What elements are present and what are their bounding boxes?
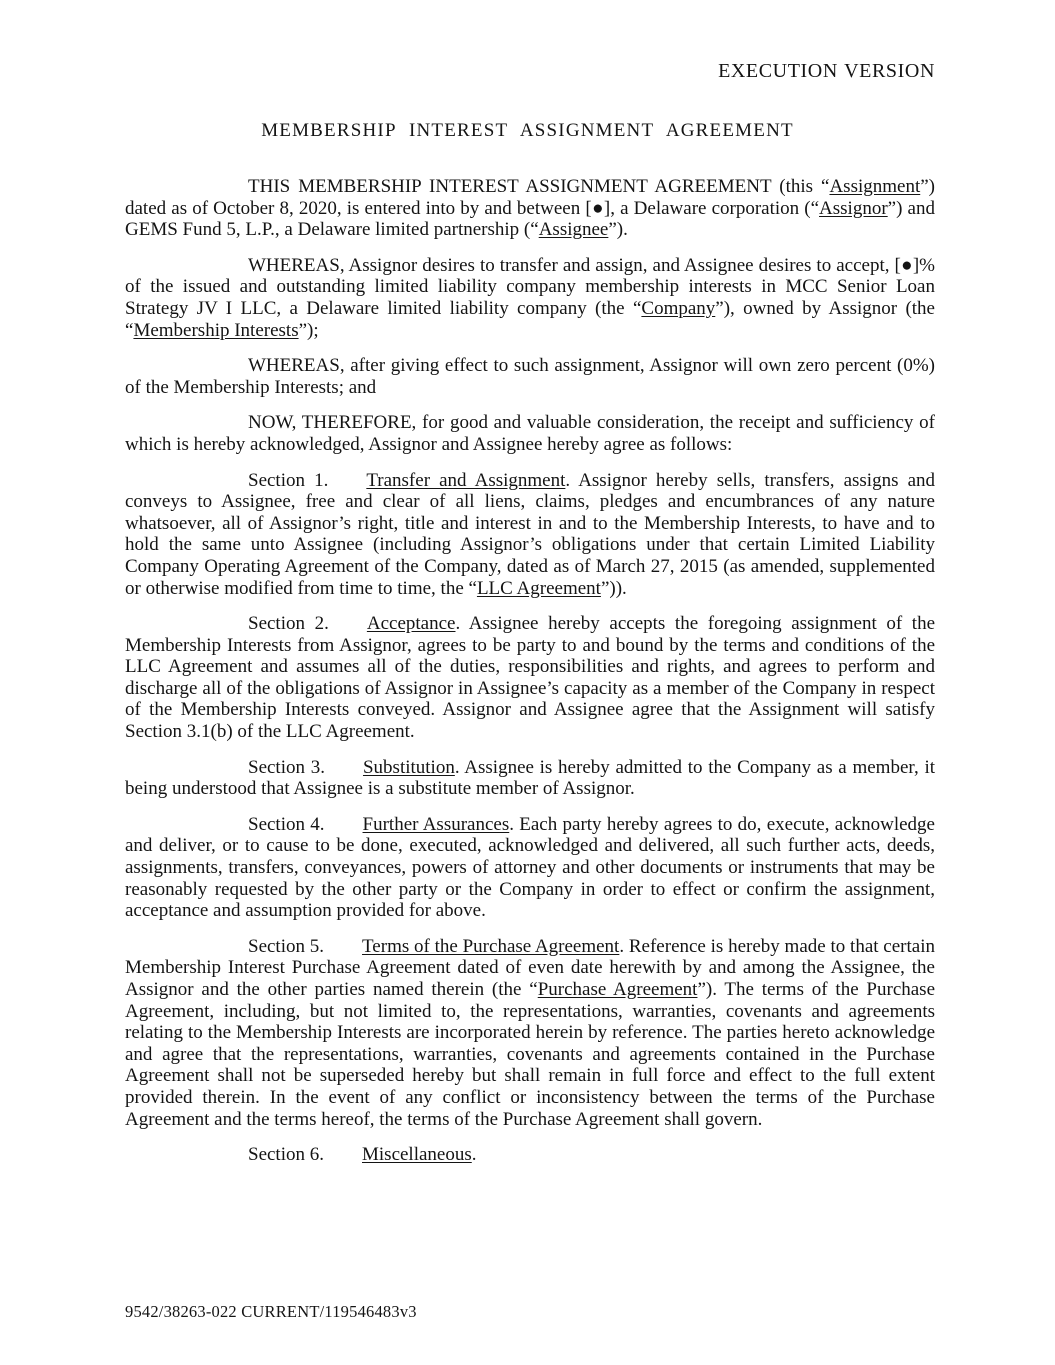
underlined-term: Company bbox=[641, 297, 716, 319]
section-5-terms-of-purchase-agreement bbox=[125, 936, 935, 1130]
text-run: Section 5. bbox=[248, 935, 325, 957]
text-run: THIS MEMBERSHIP INTEREST ASSIGNMENT AGREEMENT (this “ bbox=[248, 176, 830, 197]
underlined-term: LLC Agreement bbox=[476, 577, 601, 599]
text-run: Section 4. bbox=[248, 813, 325, 835]
underlined-term: Terms of the Purchase Agreement bbox=[362, 935, 620, 957]
execution-version-label: EXECUTION VERSION bbox=[718, 60, 935, 82]
section-1-transfer-and-assignment bbox=[125, 470, 935, 600]
text-run: ”). The terms of the Purchase Agreement, including, but not limited to, the representations, warranties, covenants and agreements relating to the Membership Interests are incorporated herein by reference. The parties hereto acknowledge and agree that the representations, warranties, covenants and agreements contained in the Purchase Agreement shall not be superseded hereby but shall remain in full force and effect to the full extent provided therein. In the event of any conflict or inconsistency between the terms of the Purchase Agreement and the terms hereof, the terms of the Purchase Agreement shall govern. bbox=[125, 979, 936, 1130]
underlined-term: Acceptance bbox=[366, 613, 456, 635]
text-run: WHEREAS, after giving effect to such assignment, Assignor will own zero percent (0%) of the Membership Interests; and bbox=[125, 355, 935, 398]
document-title: MEMBERSHIP INTEREST ASSIGNMENT AGREEMENT bbox=[261, 120, 794, 141]
text-run: . Assignee is hereby admitted to the Company as a member, it being understood that Assignee is a substitute member of Assignor. bbox=[125, 756, 936, 800]
underlined-term: Purchase Agreement bbox=[537, 979, 698, 1000]
underlined-term: Assignee bbox=[538, 219, 609, 241]
text-run: WHEREAS, Assignor desires to transfer and assign, and Assignee desires to accept, [●]% of the issued and outstanding limited liability company membership interests in MCC Senior Loan Strategy JV I LLC, a Delaware limited liability company (the “ bbox=[125, 254, 935, 319]
text-run: ”), owned by Assignor (the “ bbox=[125, 297, 935, 341]
section-2-acceptance bbox=[125, 613, 935, 743]
text-run: Section 1. bbox=[248, 469, 329, 491]
text-run: ”) and GEMS Fund 5, L.P., a Delaware limited partnership (“ bbox=[125, 197, 935, 241]
text-run: . bbox=[471, 1144, 477, 1166]
text-run: Section 3. bbox=[248, 756, 325, 778]
text-run: . Reference is hereby made to that certain Membership Interest Purchase Agreement dated of even date herewith by and among the Assignee, the Assignor and the other parties named therein (the “ bbox=[125, 935, 935, 1000]
text-run: Section 6. bbox=[248, 1144, 324, 1166]
text-run: ”) dated as of October 8, 2020, is entered into by and between [●], a Delaware corporation (“ bbox=[125, 176, 935, 219]
underlined-term: Assignor bbox=[819, 197, 888, 219]
now-therefore-paragraph bbox=[125, 412, 935, 455]
text-run: ”)). bbox=[600, 577, 627, 599]
section-4-further-assurances bbox=[125, 814, 935, 922]
text-run: . Assignee hereby accepts the foregoing assignment of the Membership Interests from Assignor, agrees to be party to and bound by the terms and conditions of the LLC Agreement and assumes all of the duties, responsibilities and rights, and agrees to perform and discharge all of the obligations of Assignor in Assignee’s capacity as a member of the Company in respect of the Membership Interests conveyed. Assignor and Assignee agree that the Assignment will satisfy Section 3.1(b) of the LLC Agreement. bbox=[125, 613, 936, 743]
underlined-term: Further Assurances bbox=[362, 813, 510, 835]
text-run: Section 2. bbox=[248, 613, 329, 635]
document-reference-number: 9542/38263-022 CURRENT/119546483v3 bbox=[125, 1302, 417, 1321]
recital-transfer bbox=[125, 255, 935, 341]
text-run: . Assignor hereby sells, transfers, assigns and conveys to Assignee, free and clear of all liens, claims, pledges and encumbrances of any nature whatsoever, all of Assignor’s right, title and interest in and to the Membership Interests, to have and to hold the same unto Assignee (including Assignor’s obligations under that certain Limited Liability Company Operating Agreement of the Company, dated as of March 27, 2015 (as amended, supplemented or otherwise modified from time to time, the “ bbox=[125, 469, 936, 599]
text-run: NOW, THEREFORE, for good and valuable consideration, the receipt and sufficiency of which is hereby acknowledged, Assignor and Assignee hereby agree as follows: bbox=[125, 412, 935, 455]
text-run: . Each party hereby agrees to do, execute, acknowledge and deliver, or to cause to be done, executed, acknowledged and delivered, all such further acts, deeds, assignments, transfers, conveyances, powers of attorney and other documents or instruments that may be reasonably requested by the other party or the Company in order to effect or confirm the assignment, acceptance and assumption provided for above. bbox=[125, 813, 935, 922]
underlined-term: Transfer and Assignment bbox=[366, 469, 566, 491]
text-run: ”); bbox=[298, 319, 319, 341]
underlined-term: Membership Interests bbox=[133, 319, 299, 341]
recital-zero-percent bbox=[125, 355, 935, 398]
section-3-substitution bbox=[125, 757, 935, 800]
underlined-term: Substitution bbox=[362, 756, 455, 778]
underlined-term: Assignment bbox=[829, 176, 921, 197]
intro-paragraph bbox=[125, 176, 935, 241]
section-6-miscellaneous bbox=[125, 1144, 935, 1166]
underlined-term: Miscellaneous bbox=[362, 1144, 472, 1166]
document-body bbox=[125, 176, 935, 1180]
text-run: ”). bbox=[608, 219, 628, 241]
